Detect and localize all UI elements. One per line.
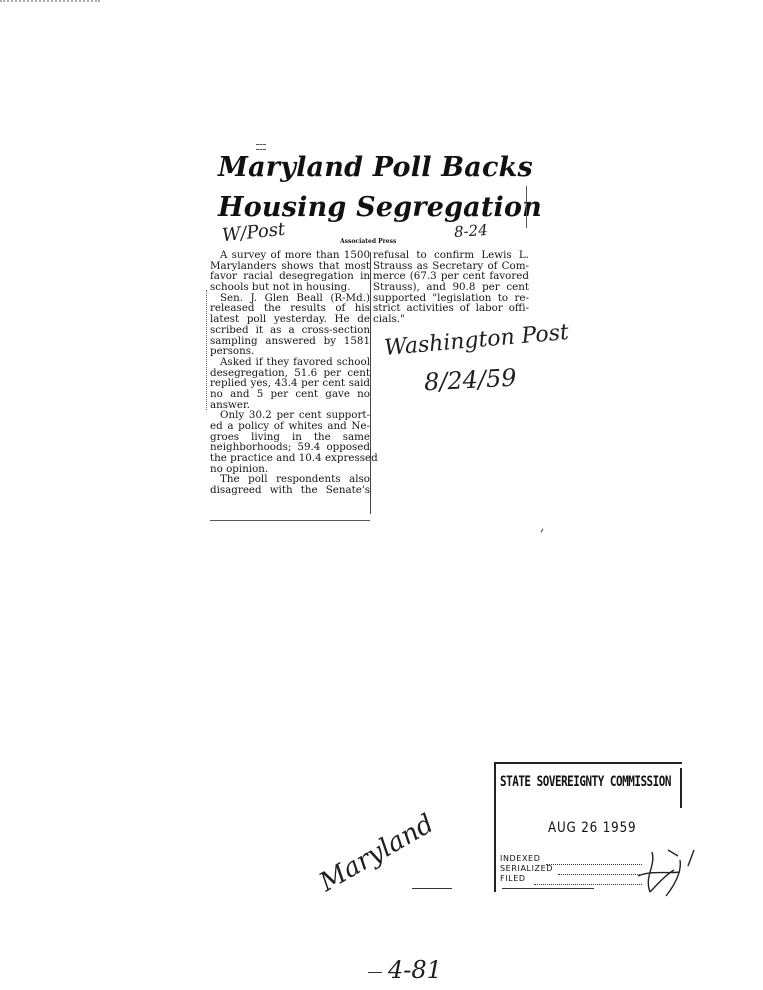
article-column-left [210,249,378,497]
article-column-right [373,250,529,325]
handwritten-source: Washington Post [383,319,570,362]
article-line: Marylanders shows that most [210,259,370,272]
wire-credit: Associated Press [340,238,397,245]
article-line: latest poll yesterday. He de [210,313,370,326]
article-line: strict activities of labor offi- [373,302,529,315]
stray-mark [541,529,544,533]
stamp-box [502,888,594,889]
article-line: disagreed with the Senate's [210,484,370,497]
stamp-dotted-line [534,884,642,885]
article-line: merce (67.3 per cent favored [373,270,529,283]
article-line: desegregation, 51.6 per cent [210,366,370,379]
article-line: refusal to confirm Lewis L. [373,249,529,261]
article-line: Strauss), and 90.8 per cent [373,281,529,294]
stamp-title: STATE SOVEREIGNTY COMMISSION [500,774,671,790]
headline-line-2: Housing Segregation [218,192,543,223]
column-rule [370,252,371,514]
file-number-dash [368,972,382,973]
scan-edge-marks [0,0,100,2]
article-line: supported "legislation to re- [373,291,529,304]
subject-underline [412,888,452,889]
article-line: groes living in the same [210,430,370,443]
handwritten-date: 8/24/59 [423,363,518,397]
article-line: schools but not in housing. [210,281,351,294]
article-line: Sen. J. Glen Beall (R-Md.) [220,291,370,304]
article-line: neighborhoods; 59.4 opposed [210,441,370,454]
article-line: the practice and 10.4 expressed [210,452,378,465]
clipping-edge [526,186,527,228]
handwritten-date-tag: 8-24 [453,220,489,242]
clipping-mark [256,144,266,150]
article-line: released the results of his [210,302,370,315]
article-line: answer. [210,398,251,411]
article-line: Strauss as Secretary of Com- [373,259,529,272]
article-line: Asked if they favored school [220,355,370,368]
article-line: scribed it as a cross-section [210,323,370,336]
article-line: The poll respondents also [220,473,370,486]
handwritten-subject: Maryland [314,808,440,898]
article-line: ed a policy of whites and Ne- [210,420,370,432]
article-line: favor racial desegregation in [210,270,370,283]
initials-scrawl [630,846,700,906]
article-line: no and 5 per cent gave no [210,387,370,400]
stamp-field-filed: FILED [500,874,526,883]
stamp-dotted-line [546,864,642,865]
headline-line-1: Maryland Poll Backs [218,152,533,183]
article-line: cials." [373,313,405,326]
stamp-date: AUG 26 1959 [548,820,637,836]
article-line: A survey of more than 1500 [220,249,370,261]
article-line: no opinion. [210,462,269,475]
article-line: persons. [210,345,255,358]
clipping-edge-left [206,290,207,410]
article-line: Only 30.2 per cent support- [220,409,370,422]
stamp-field-indexed: INDEXED [500,854,541,863]
stamp-field-serialized: SERIALIZED [500,864,554,873]
handwritten-file-number: 4-81 [388,956,442,984]
clipping-bottom-rule [210,520,370,521]
stamp-right-edge [680,768,682,808]
article-line: sampling answered by 1581 [210,334,370,347]
handwritten-source-tag: W/Post [221,218,287,247]
article-line: replied yes, 43.4 per cent said [210,377,370,390]
